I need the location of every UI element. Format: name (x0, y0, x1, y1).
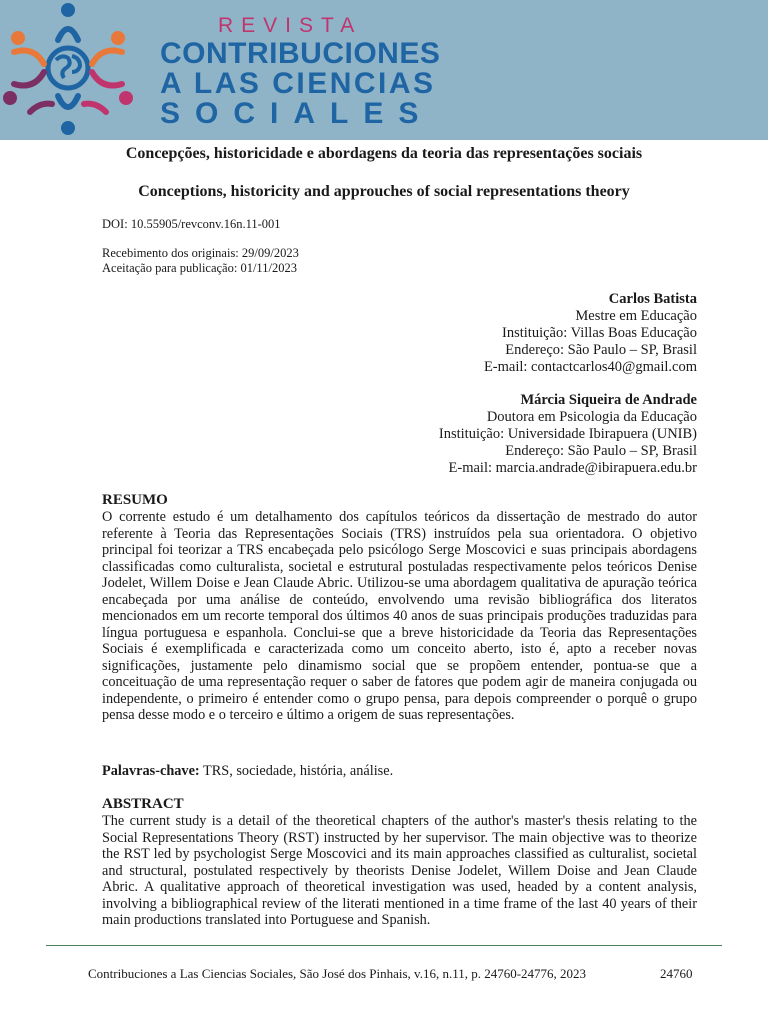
author-name: Carlos Batista (608, 291, 697, 307)
author-block (439, 392, 697, 477)
resumo-text: O corrente estudo é um detalhamento dos capítulos teóricos da dissertação de mestrado do autor referente à Teoria das Representações Sociais (TRS) instruídos pela sua orientadora. O objetivo principal foi teorizar a TRS encabeçada pelo psicólogo Serge Moscovici e suas principais abordagens classificadas como culturalista, societal e estrutural postuladas respectivamente pelos teóricos Denise Jodelet, Willem Doise e Jean Claude Abric. Utilizou-se uma abordagem qualitativa de apuração teórica encabeçada por uma análise de conteúdo, envolvendo uma revisão bibliográfica dos literatos mencionados em um recorte temporal dos últimos 40 anos de suas principais produções traduzidas para língua portuguesa e espanhola. Conclui-se que a breve historicidade da Teoria das Representações Sociais é exemplificada e caracterizada como um conceito aberto, isto é, apto a receber novas significações, justamente pelo dinamismo social que se propõem entender, pontua-se que a conceituação de uma representação requer o saber de fatores que podem agir de maneira conjugada ou independente, o primeiro é entender como o grupo pensa, para depois compreender o porquê o grupo pensa desse modo e o terceiro e último a origem de suas representações. (102, 509, 697, 723)
footer-citation: Contribuciones a Las Ciencias Sociales, São José dos Pinhais, v.16, n.11, p. 24760-24776, 2023 (88, 966, 587, 981)
author-email: E-mail: marcia.andrade@ibirapuera.edu.br (448, 460, 697, 476)
author-institution: Instituição: Villas Boas Educação (502, 325, 697, 341)
accepted-date: Aceitação para publicação: 01/11/2023 (102, 261, 297, 275)
author-degree: Mestre em Educação (575, 308, 697, 324)
author-block (484, 291, 697, 376)
received-date: Recebimento dos originais: 29/09/2023 (102, 246, 299, 260)
abstract-section (102, 796, 697, 929)
journal-banner (0, 0, 768, 140)
journal-name-line-1: CONTRIBUCIONES (160, 37, 441, 70)
resumo-heading: RESUMO (102, 492, 168, 508)
keywords (102, 763, 393, 780)
author-address: Endereço: São Paulo – SP, Brasil (505, 342, 697, 358)
abstract-text: The current study is a detail of the theoretical chapters of the author's master's thesis relating to the Social Representations Theory (RST) instructed by her supervisor. The main objective was to theorize the RST led by psychologist Serge Moscovici and its main approaches classified as culturalist, societal and structural, postulated respectively by theorists Denise Jodelet, Willem Doise and Jean Claude Abric. A qualitative approach of theoretical investigation was used, headed by a content analysis, involving a bibliographical review of the literati mentioned in a time frame of the last 40 years of their main productions translated into Portuguese and Spanish. (102, 813, 697, 928)
journal-name-line-3: SOCIALES (160, 97, 434, 130)
abstract-heading: ABSTRACT (102, 796, 184, 812)
footer-divider (46, 945, 722, 946)
author-name: Márcia Siqueira de Andrade (520, 392, 697, 408)
submission-dates (102, 246, 299, 276)
title-english: Conceptions, historicity and approuches of social representations theory (138, 183, 630, 200)
keywords-text: TRS, sociedade, história, análise. (199, 763, 394, 779)
author-institution: Instituição: Universidade Ibirapuera (UNIB) (438, 426, 697, 442)
resumo-section (102, 492, 697, 724)
author-email: E-mail: contactcarlos40@gmail.com (483, 359, 697, 375)
author-degree: Doutora em Psicologia da Educação (486, 409, 697, 425)
journal-kicker: REVISTA (218, 14, 363, 37)
author-address: Endereço: São Paulo – SP, Brasil (505, 443, 697, 459)
title-portuguese: Concepções, historicidade e abordagens da teoria das representações sociais (125, 145, 643, 162)
journal-name-line-2: A LAS CIENCIAS (160, 67, 436, 100)
page-number: 24760 (660, 966, 693, 981)
keywords-label: Palavras-chave: (102, 763, 200, 779)
journal-logo-icon (0, 0, 140, 140)
doi: DOI: 10.55905/revconv.16n.11-001 (102, 217, 281, 231)
